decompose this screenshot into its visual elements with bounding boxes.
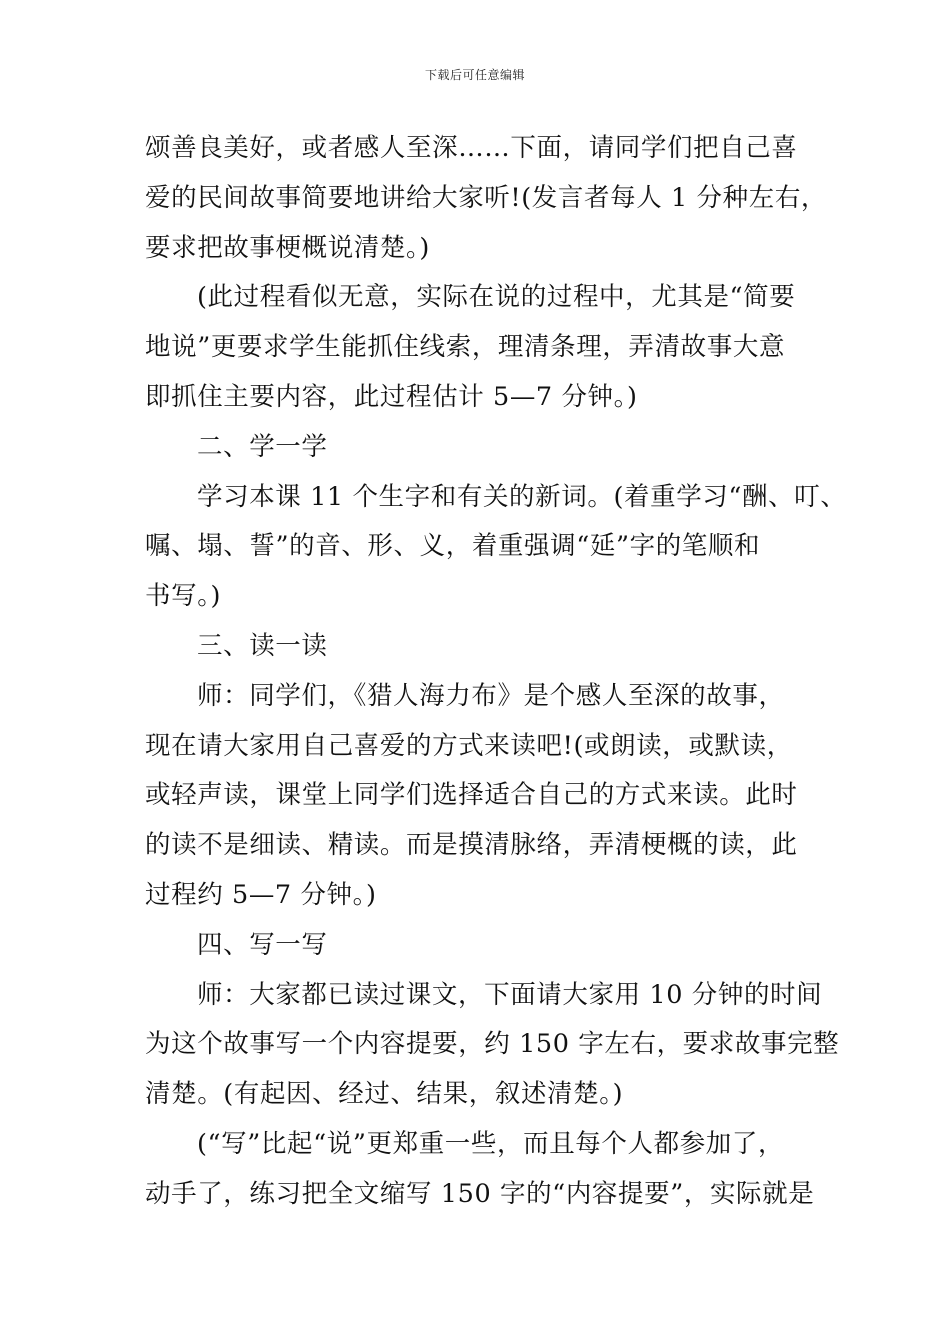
text-line: 书写。)	[145, 581, 222, 612]
text-line: 过程约 5—7 分钟。)	[145, 879, 377, 910]
section-heading: 四、写一写	[197, 929, 328, 960]
text-line: 学习本课 11 个生字和有关的新词。(着重学习“酬、叮、	[197, 481, 847, 512]
text-line: 师：大家都已读过课文，下面请大家用 10 分钟的时间	[197, 979, 823, 1010]
text-line: 师：同学们，《猎人海力布》是个感人至深的故事，	[197, 680, 785, 711]
text-line: (“写”比起“说”更郑重一些，而且每个人都参加了，	[197, 1128, 785, 1159]
text-line: 的读不是细读、精读。而是摸清脉络，弄清梗概的读，此	[145, 830, 798, 861]
text-line: 要求把故事梗概说清楚。)	[145, 232, 430, 263]
page-header: 下载后可任意编辑	[424, 68, 525, 82]
text-line: 为这个故事写一个内容提要，约 150 字左右，要求故事完整	[145, 1029, 840, 1060]
section-heading: 二、学一学	[197, 431, 328, 462]
text-line: 爱的民间故事简要地讲给大家听!(发言者每人 1 分种左右，	[145, 182, 828, 213]
section-heading: 三、读一读	[197, 630, 328, 661]
document-body	[145, 124, 847, 1220]
text-line: 清楚。(有起因、经过、结果，叙述清楚。)	[145, 1079, 624, 1110]
text-line: 即抓住主要内容，此过程估计 5—7 分钟。)	[145, 381, 638, 412]
text-line: 动手了，练习把全文缩写 150 字的“内容提要”，实际就是	[145, 1178, 815, 1209]
text-line: 地说”更要求学生能抓住线索，理清条理，弄清故事大意	[145, 332, 786, 363]
text-line: (此过程看似无意，实际在说的过程中，尤其是“简要	[197, 282, 796, 313]
text-line: 现在请大家用自己喜爱的方式来读吧!(或朗读，或默读，	[145, 730, 793, 761]
text-line: 嘱、塌、誓”的音、形、义，着重强调“延”字的笔顺和	[145, 531, 761, 562]
text-line: 或轻声读，课堂上同学们选择适合自己的方式来读。此时	[145, 780, 798, 811]
text-line: 颂善良美好，或者感人至深……下面，请同学们把自己喜	[145, 133, 798, 163]
